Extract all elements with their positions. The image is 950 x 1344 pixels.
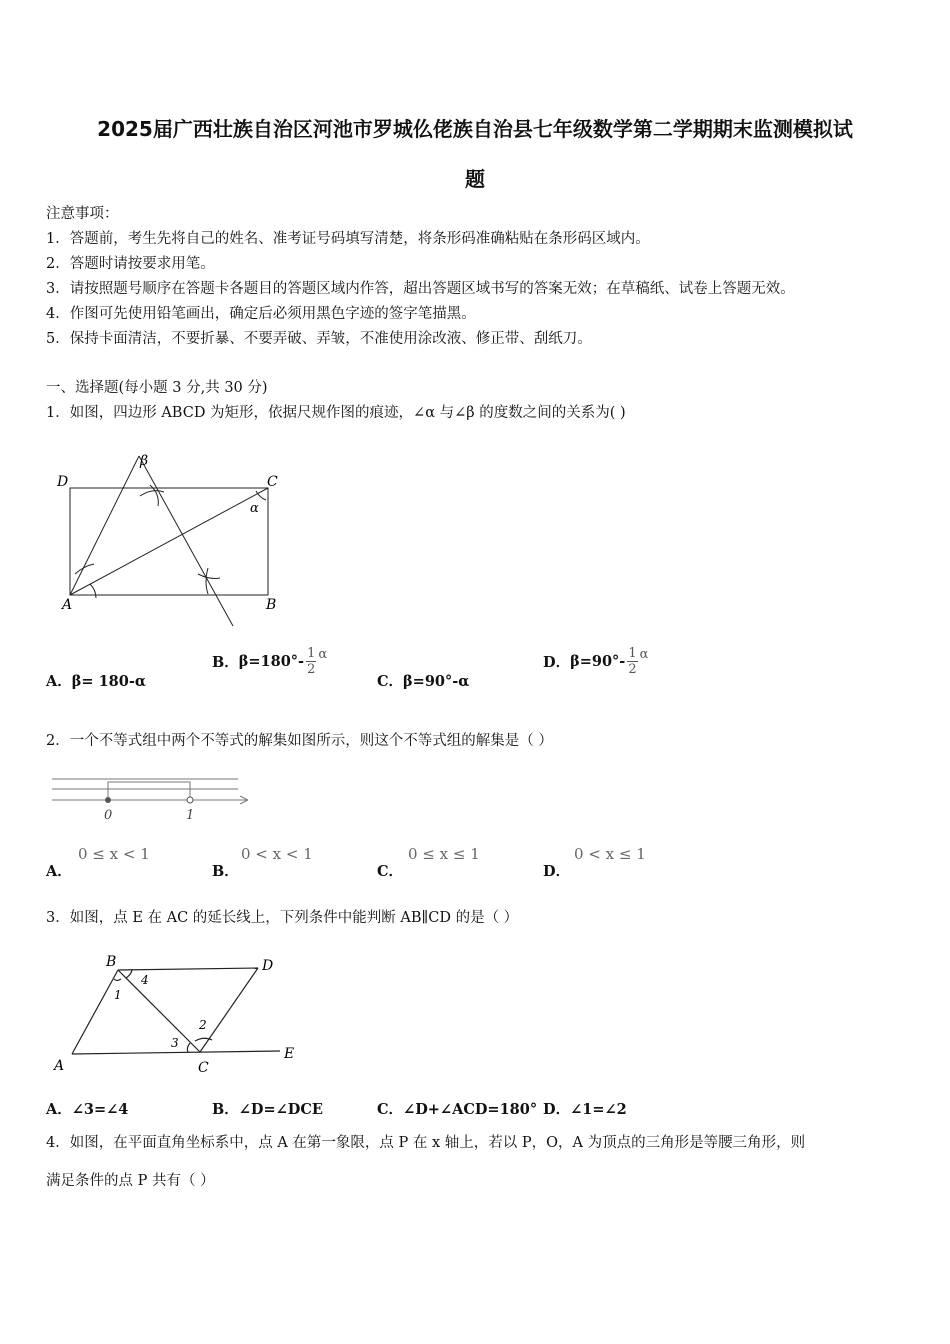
option-label: D． bbox=[543, 1101, 571, 1118]
option-label: C． bbox=[377, 673, 404, 690]
q2-option-c-text: 0 ≤ x ≤ 1 bbox=[408, 845, 480, 863]
q2-option-a-text: 0 ≤ x < 1 bbox=[78, 845, 150, 863]
question-4-stem: 4．如图，在平面直角坐标系中，点 A 在第一象限，点 P 在 x 轴上，若以 P，O，A 为顶点的三角形是等腰三角形，则 bbox=[46, 1135, 806, 1151]
page-title: 2025届广西壮族自治区河池市罗城仫佬族自治县七年级数学第二学期期末监测模拟试 bbox=[97, 117, 853, 141]
option-label: C． bbox=[377, 1101, 404, 1118]
vertex-d-label: D bbox=[262, 958, 274, 974]
question-1-stem: 1．如图，四边形 ABCD 为矩形，依据尺规作图的痕迹，∠α 与∠β 的度数之间的关系为( ) bbox=[46, 405, 626, 421]
angle-beta-label: β bbox=[140, 453, 149, 469]
question-4-stem-continued: 满足条件的点 P 共有（ ） bbox=[46, 1173, 215, 1189]
vertex-c-label: C bbox=[267, 474, 278, 490]
option-text: β=180°- bbox=[238, 653, 305, 670]
option-alpha: α bbox=[318, 646, 328, 662]
option-label: B． bbox=[212, 1101, 239, 1118]
solid-dot-zero bbox=[105, 797, 111, 803]
notice-item: 3．请按照题号顺序在答题卡各题目的答题区域内作答，超出答题区域书写的答案无效；在草稿纸、试卷上答题无效。 bbox=[46, 281, 795, 297]
fraction-half: $\frac{1}{2}$ bbox=[307, 646, 316, 677]
angle-4-label: 4 bbox=[141, 973, 149, 987]
question-2-stem: 2．一个不等式组中两个不等式的解集如图所示，则这个不等式组的解集是（ ） bbox=[46, 733, 553, 749]
vertex-a-label: A bbox=[62, 597, 73, 613]
section-heading: 一、选择题(每小题 3 分,共 30 分) bbox=[46, 380, 268, 396]
q1-rectangle-figure bbox=[48, 448, 298, 630]
angle-1-label: 1 bbox=[114, 988, 122, 1002]
q2-option-c-label[interactable]: C． bbox=[377, 863, 404, 880]
angle-2-label: 2 bbox=[199, 1018, 207, 1032]
option-text: ∠1=∠2 bbox=[570, 1101, 627, 1118]
angle-3-label: 3 bbox=[171, 1036, 179, 1050]
page-title-continued: 题 bbox=[465, 167, 485, 191]
option-label: A． bbox=[46, 673, 72, 690]
vertex-b-label: B bbox=[266, 597, 277, 613]
q3-option-d[interactable] bbox=[543, 1098, 627, 1119]
q1-option-a[interactable] bbox=[46, 670, 146, 691]
option-text: ∠D=∠DCE bbox=[238, 1101, 323, 1118]
notice-heading: 注意事项： bbox=[46, 206, 119, 222]
q3-parallelogram-figure bbox=[48, 948, 308, 1076]
q2-option-d-text: 0 < x ≤ 1 bbox=[574, 845, 646, 863]
option-text: ∠D+∠ACD=180° bbox=[403, 1101, 538, 1118]
notice-item: 1．答题前，考生先将自己的姓名、准考证号码填写清楚，将条形码准确粘贴在条形码区域内。 bbox=[46, 231, 650, 247]
notice-item: 5．保持卡面清洁，不要折暴、不要弄破、弄皱，不准使用涂改液、修正带、刮纸刀。 bbox=[46, 331, 592, 347]
option-label: A． bbox=[46, 1101, 72, 1118]
q2-option-d-label[interactable]: D． bbox=[543, 863, 571, 880]
vertex-a-label: A bbox=[54, 1058, 65, 1074]
tick-zero-label: 0 bbox=[104, 808, 113, 823]
q3-option-b[interactable] bbox=[212, 1098, 323, 1119]
point-e-label: E bbox=[284, 1046, 295, 1062]
q3-option-c[interactable] bbox=[377, 1098, 537, 1119]
q1-option-d[interactable] bbox=[543, 646, 648, 677]
q1-option-b[interactable] bbox=[212, 646, 327, 677]
notice-item: 2．答题时请按要求用笔。 bbox=[46, 256, 215, 272]
option-text: β=90°- bbox=[570, 653, 626, 670]
open-dot-one bbox=[187, 797, 193, 803]
q2-option-b-text: 0 < x < 1 bbox=[241, 845, 313, 863]
q2-option-a-label[interactable]: A． bbox=[46, 863, 72, 880]
option-text: ∠3=∠4 bbox=[71, 1101, 129, 1118]
question-3-stem: 3．如图，点 E 在 AC 的延长线上，下列条件中能判断 AB∥CD 的是（ ） bbox=[46, 910, 519, 926]
vertex-c-label: C bbox=[198, 1060, 209, 1076]
tick-one-label: 1 bbox=[186, 808, 195, 823]
option-text: β= 180-α bbox=[71, 673, 147, 690]
q1-option-c[interactable] bbox=[377, 670, 469, 691]
notice-item: 4．作图可先使用铅笔画出，确定后必须用黑色字迹的签字笔描黑。 bbox=[46, 306, 476, 322]
vertex-d-label: D bbox=[57, 474, 69, 490]
q2-number-line-figure bbox=[48, 772, 248, 824]
option-alpha: α bbox=[639, 646, 649, 662]
vertex-b-label: B bbox=[106, 954, 117, 970]
fraction-half: $\frac{1}{2}$ bbox=[628, 646, 637, 677]
option-label: D． bbox=[543, 654, 571, 671]
option-text: β=90°-α bbox=[403, 673, 470, 690]
q2-option-b-label[interactable]: B． bbox=[212, 863, 239, 880]
q3-option-a[interactable] bbox=[46, 1098, 128, 1119]
angle-alpha-label: α bbox=[250, 501, 259, 516]
option-label: B． bbox=[212, 654, 239, 671]
